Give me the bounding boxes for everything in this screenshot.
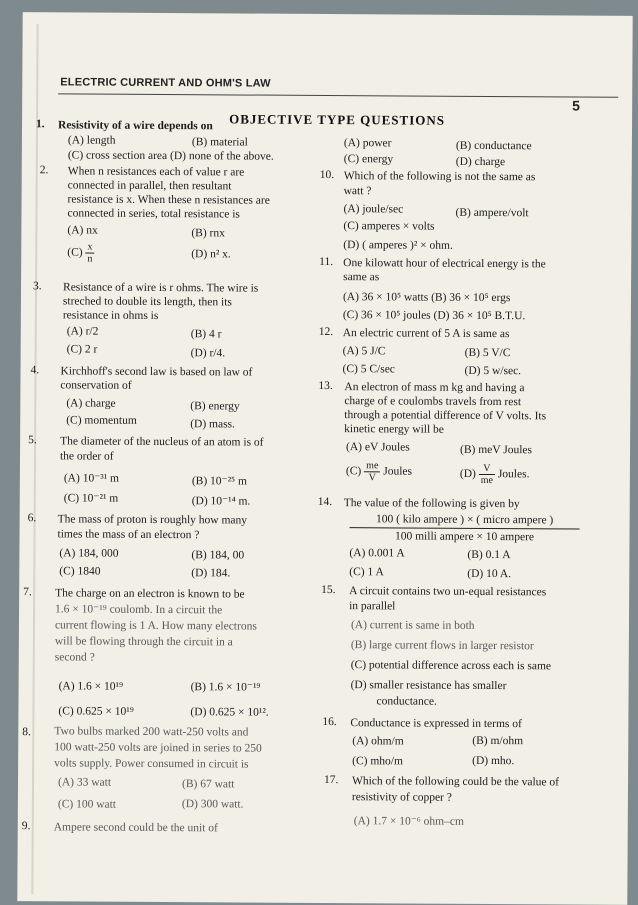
question-line: volts supply. Power consumed in circuit is [54, 757, 249, 771]
option-a: (A) r/2 [66, 325, 99, 338]
option-c-fraction [85, 242, 94, 265]
option-c: (C) 5 C/sec [342, 363, 395, 376]
question-line: The mass of proton is roughly how many [57, 513, 248, 527]
question-number: 10. [319, 168, 335, 182]
question-line: watt ? [343, 185, 372, 198]
question-line: connected in series, total resistance is [67, 207, 240, 221]
option-c: (C) potential difference across each is same [350, 659, 552, 673]
question-number: 1. [35, 118, 45, 131]
option-c [346, 460, 412, 483]
question-line: The diameter of the nucleus of an atom is of [60, 435, 264, 449]
option-d-continued: conductance. [376, 695, 437, 708]
option-c: (C) momentum [66, 414, 137, 427]
section-heading: OBJECTIVE TYPE QUESTIONS [229, 111, 446, 128]
option-b: (B) 0.1 A [467, 548, 511, 562]
question-number: 3. [33, 280, 42, 293]
option-d: (D) mass. [190, 418, 235, 431]
option-d-fraction [479, 463, 495, 486]
option-b: (B) ampere/volt [455, 206, 529, 220]
fraction-denominator: V [368, 472, 376, 484]
option-a: (A) 33 watt [57, 776, 112, 789]
question-number: 16. [322, 715, 337, 729]
question-line: resistance in ohms is [62, 309, 159, 322]
option-b: (B) conductance [455, 139, 532, 153]
option-b: (B) 10⁻²⁵ m [191, 475, 247, 488]
option-d: (D) 5 w/sec. [464, 364, 522, 378]
question-line: Conductance is expressed in terms of [350, 717, 522, 731]
option-a: (A) 1.6 × 10¹⁹ [58, 680, 124, 693]
option-b: (B) 5 V/C [464, 346, 511, 360]
option-c-label: (C) [67, 246, 83, 259]
option-b: (B) 184, 00 [191, 549, 245, 562]
expression-fraction [349, 512, 579, 544]
question-number: 5. [28, 434, 37, 447]
option-a: (A) current is same in both [350, 619, 475, 632]
option-d [460, 463, 530, 486]
question-line: kinetic energy will be [344, 423, 444, 436]
option-a: (A) charge [66, 397, 116, 410]
question-number: 8. [22, 726, 31, 739]
question-number: 2. [39, 164, 49, 177]
option-c: (C) 1 A [349, 566, 384, 579]
question-line: Two bulbs marked 200 watt-250 volts and [54, 725, 249, 739]
question-line: Kirchhoff's second law is based on law of [60, 365, 253, 379]
running-head: ELECTRIC CURRENT AND OHM'S LAW [60, 76, 271, 90]
option-d: (D) 0.625 × 10¹². [190, 706, 269, 719]
option-c: (C) mho/m [352, 755, 403, 768]
question-number: 9. [21, 820, 31, 833]
option-cd: (C) cross section area (D) none of the above. [67, 149, 274, 163]
question-line: The charge on an electron is known to be [55, 587, 245, 601]
option-c: (C) amperes × volts [343, 220, 435, 233]
option-c-unit: Joules [383, 465, 413, 478]
question-line: same as [343, 271, 380, 284]
option-b: (B) meV Joules [460, 443, 533, 457]
question-line: connected in parallel, then resultant [67, 179, 232, 193]
option-b: (B) m/ohm [472, 734, 524, 748]
option-cd: (C) 36 × 10⁵ joules (D) 36 × 10⁵ B.T.U. [342, 309, 526, 323]
question-line: When n resistances each of value r are [67, 165, 245, 179]
question-line: current flowing is 1 A. How many electrons [54, 619, 257, 633]
option-d: (D) n² x. [191, 248, 231, 261]
option-d: (D) 184. [191, 567, 231, 580]
question-line: times the mass of an electron ? [57, 528, 200, 542]
question-number: 12. [318, 325, 334, 339]
question-stem: Resistivity of a wire depends on [57, 119, 213, 133]
option-a: (A) ohm/m [352, 735, 404, 748]
question-number: 14. [317, 495, 333, 509]
option-d: (D) charge [455, 155, 506, 169]
option-c-label: (C) [345, 465, 362, 478]
option-d: (D) ( amperes )² × ohm. [343, 239, 453, 252]
question-line: One kilowatt hour of electrical energy is the [343, 257, 546, 271]
option-d: (D) mho. [472, 754, 515, 768]
option-c [67, 241, 94, 264]
option-b: (B) energy [190, 400, 240, 413]
option-c: (C) 0.625 × 10¹⁹ [58, 705, 134, 718]
option-a: (A) nx [67, 224, 98, 237]
option-a: (A) power [343, 137, 392, 150]
question-line: Which of the following is not the same as [343, 170, 536, 184]
option-d: (D) 10 A. [467, 567, 512, 581]
page-number: 5 [572, 97, 581, 114]
option-c: (C) 1840 [59, 565, 101, 578]
page-binding-edge [31, 24, 38, 894]
question-line: in parallel [349, 600, 396, 613]
question-number: 13. [318, 379, 333, 393]
book-page [17, 12, 632, 905]
question-line: 100 watt-250 volts are joined in series to 250 [54, 741, 262, 755]
question-line: An electron of mass m kg and having a [344, 381, 525, 395]
option-b: (B) 67 watt [181, 778, 235, 791]
option-c: (C) 10⁻²¹ m [63, 492, 119, 505]
question-line: streched to double its length, then its [62, 295, 232, 309]
question-line: through a potential difference of V volts. Its [344, 409, 547, 423]
question-line: will be flowing through the circuit in a [54, 635, 233, 649]
option-b: (B) rnx [191, 227, 225, 240]
option-c-fraction [364, 460, 380, 483]
option-d: (D) smaller resistance has smaller [350, 679, 507, 693]
fraction-denominator: n [87, 253, 93, 265]
option-b: (B) 4 r [190, 328, 222, 341]
question-line: A circuit contains two un-equal resistances [349, 585, 547, 599]
expression-denominator: 100 milli ampere × 10 ampere [394, 530, 535, 544]
question-number: 17. [323, 774, 339, 787]
question-line: 1.6 × 10⁻¹⁹ coulomb. In a circuit the [55, 603, 223, 617]
question-line: resistivity of copper ? [351, 791, 452, 804]
option-d: (D) 10⁻¹⁴ m. [191, 495, 251, 508]
question-line: Which of the following could be the value of [351, 775, 560, 789]
question-line: resistance is x. When these n resistances are [67, 193, 270, 207]
question-line: The value of the following is given by [343, 497, 520, 511]
header-rule [58, 93, 618, 97]
option-a: (A) joule/sec [343, 203, 404, 216]
question-line: Ampere second could be the unit of [53, 821, 218, 835]
option-d: (D) 300 watt. [181, 798, 244, 811]
question-number: 4. [30, 364, 40, 377]
option-a: (A) length [67, 134, 116, 147]
question-line: Resistance of a wire is r ohms. The wire is [63, 281, 259, 295]
option-d-unit: Joules. [497, 468, 530, 481]
question-number: 15. [321, 583, 336, 597]
question-number: 7. [23, 586, 32, 599]
option-ab: (A) 36 × 10⁵ watts (B) 36 × 10⁵ ergs [342, 291, 511, 305]
option-b: (B) material [191, 136, 248, 149]
fraction-numerator: me [364, 460, 380, 472]
question-line: An electric current of 5 A is same as [342, 327, 510, 341]
question-number: 11. [319, 255, 334, 269]
question-line: second ? [54, 651, 95, 664]
option-a: (A) 184, 000 [59, 547, 119, 560]
question-line: charge of e coulombs travels from rest [344, 395, 522, 409]
option-a: (A) 10⁻³¹ m [63, 472, 120, 485]
option-c: (C) energy [343, 153, 394, 166]
question-number: 6. [27, 512, 37, 525]
option-c: (C) 2 r [66, 343, 98, 356]
expression-numerator: 100 ( kilo ampere ) × ( micro ampere ) [350, 512, 580, 529]
option-a: (A) 1.7 × 10⁻⁶ ohm–cm [353, 815, 464, 828]
question-line: conservation of [60, 379, 132, 392]
fraction-numerator: V [479, 463, 495, 475]
option-c: (C) 100 watt [57, 798, 117, 811]
option-a: (A) 5 J/C [342, 345, 386, 358]
fraction-denominator: me [480, 474, 493, 487]
fraction-numerator: x [85, 242, 94, 254]
question-line: the order of [59, 450, 114, 463]
option-a: (A) eV Joules [346, 441, 410, 454]
option-a: (A) 0.001 A [349, 547, 405, 560]
option-d: (D) r/4. [190, 347, 226, 360]
option-b: (B) large current flows in larger resistor [350, 639, 534, 653]
option-b: (B) 1.6 × 10⁻¹⁹ [190, 681, 261, 694]
option-d-label: (D) [459, 467, 476, 481]
